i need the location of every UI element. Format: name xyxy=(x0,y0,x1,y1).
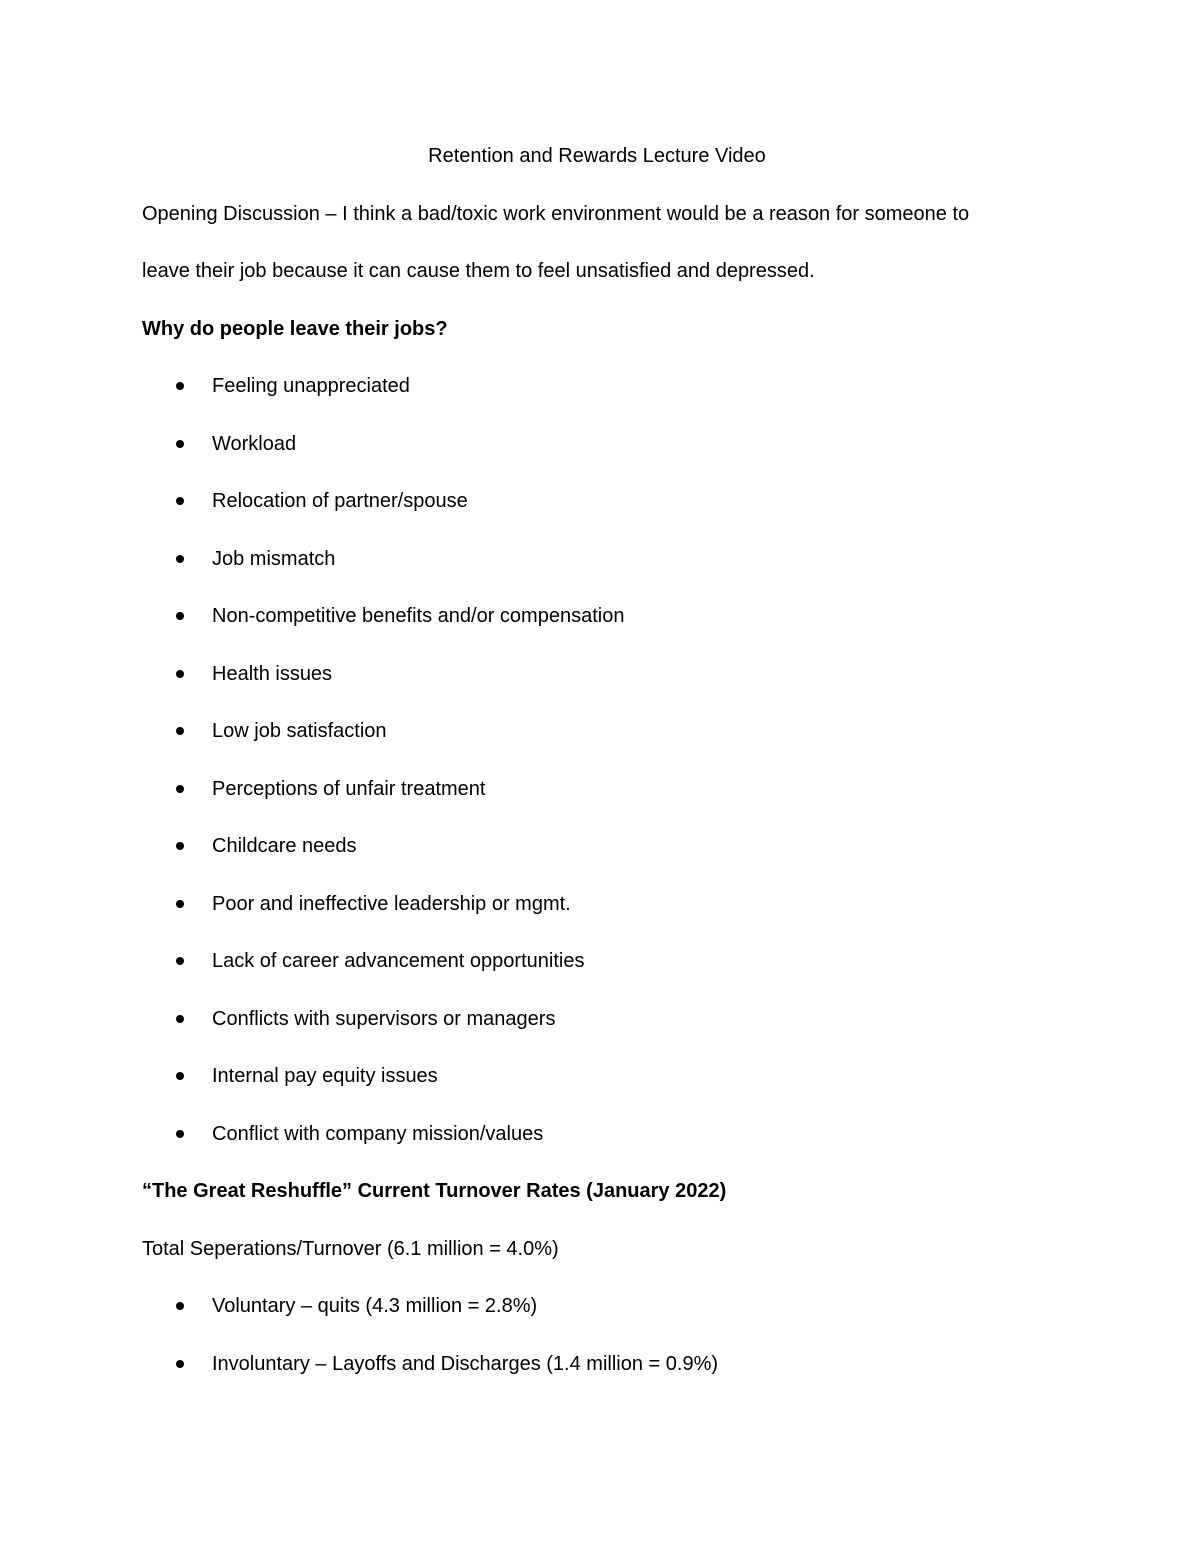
list-item-text: Health issues xyxy=(212,663,333,685)
list-item-text: Involuntary – Layoffs and Discharges (1.4 million = 0.9%) xyxy=(212,1353,719,1375)
list-item-text: Perceptions of unfair treatment xyxy=(212,778,486,800)
bullet-icon xyxy=(176,1072,184,1080)
list-item-text: Relocation of partner/spouse xyxy=(212,490,468,512)
bullet-icon xyxy=(176,785,184,793)
bullet-icon xyxy=(176,382,184,390)
bullet-icon xyxy=(176,900,184,908)
bullet-icon xyxy=(176,957,184,965)
list-item-text: Childcare needs xyxy=(212,835,357,857)
list-item-text: Internal pay equity issues xyxy=(212,1065,438,1087)
opening-discussion-line-1: Opening Discussion – I think a bad/toxic work environment would be a reason for someone to xyxy=(142,203,970,225)
list-item-text: Non-competitive benefits and/or compensation xyxy=(212,605,625,627)
reshuffle-heading: “The Great Reshuffle” Current Turnover Rates (January 2022) xyxy=(142,1180,727,1202)
list-item-text: Conflict with company mission/values xyxy=(212,1123,544,1145)
list-item-text: Feeling unappreciated xyxy=(212,375,410,397)
bullet-icon xyxy=(176,497,184,505)
why-leave-heading: Why do people leave their jobs? xyxy=(142,318,448,340)
list-item-text: Conflicts with supervisors or managers xyxy=(212,1008,556,1030)
bullet-icon xyxy=(176,1360,184,1368)
list-item-text: Poor and ineffective leadership or mgmt. xyxy=(212,893,571,915)
list-item-text: Workload xyxy=(212,433,297,455)
bullet-icon xyxy=(176,440,184,448)
bullet-icon xyxy=(176,727,184,735)
bullet-icon xyxy=(176,670,184,678)
bullet-icon xyxy=(176,842,184,850)
list-item-text: Voluntary – quits (4.3 million = 2.8%) xyxy=(212,1295,538,1317)
total-separations-line: Total Seperations/Turnover (6.1 million = 4.0%) xyxy=(142,1238,559,1260)
document-title: Retention and Rewards Lecture Video xyxy=(428,145,766,167)
bullet-icon xyxy=(176,1302,184,1310)
bullet-icon xyxy=(176,612,184,620)
list-item-text: Job mismatch xyxy=(212,548,336,570)
opening-discussion-line-2: leave their job because it can cause them to feel unsatisfied and depressed. xyxy=(142,260,815,282)
bullet-icon xyxy=(176,1130,184,1138)
bullet-icon xyxy=(176,555,184,563)
list-item-text: Low job satisfaction xyxy=(212,720,387,742)
bullet-icon xyxy=(176,1015,184,1023)
list-item-text: Lack of career advancement opportunities xyxy=(212,950,585,972)
